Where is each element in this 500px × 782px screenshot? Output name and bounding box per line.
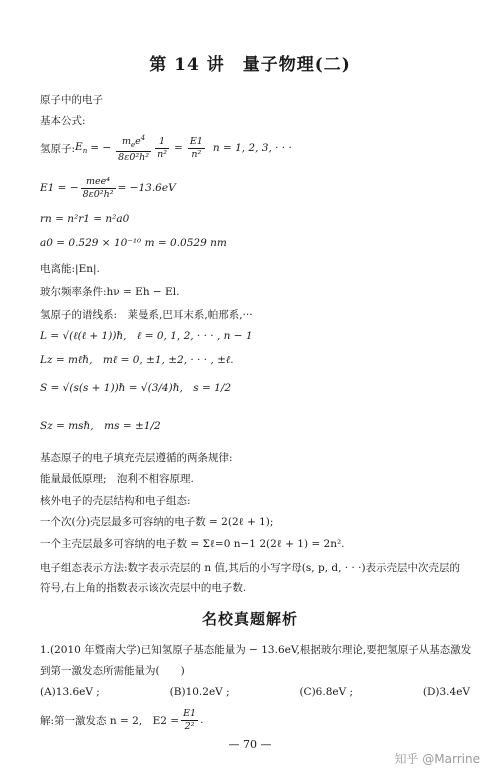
config-notation-paragraph: 电子组态表示方法:数字表示壳层的 n 值,其后的小写字母(s, p, d, · · ·)表示壳层中次壳层的符号,右上角的指数表示该次壳层中的电子数. xyxy=(40,562,461,594)
fraction-one-over-n2: $\frac{1}{\text{n²}}$ xyxy=(157,135,168,160)
section-heading-electrons: 原子中的电子 xyxy=(40,94,103,106)
solution-fraction: $\frac{E1}{\text{2²}}$ xyxy=(183,707,197,732)
section-heading-exam: 名校真题解析 xyxy=(201,610,298,628)
rules-heading: 基态原子的电子填充壳层遵循的两条规律: xyxy=(40,452,233,464)
watermark: 知乎 @Marrine xyxy=(394,752,480,766)
spectral-series: 氢原子的谱线系: 莱曼系,巴耳末系,帕邢系,··· xyxy=(40,309,253,321)
formula-lz: Lz = mℓℏ, mℓ = 0, ±1, ±2, · · · , ±ℓ. xyxy=(40,354,234,366)
rule-principles: 能量最低原理; 泡利不相容原理. xyxy=(40,473,194,485)
mainshell-capacity: 一个主壳层最多可容纳的电子数 = Σℓ=0 n−1 2(2ℓ + 1) = 2n². xyxy=(40,538,345,550)
formula-hydrogen-energy: 氢原子: $E_n$ = − $\frac{m_ee^4}{\text{8ε0²h²}}$ $\frac{1}{\text{n²}}$ = $\frac{E1}{\text{n²}}$ n = 1, 2, 3, · · · xyxy=(40,133,292,164)
option-b: (B)10.2eV ; xyxy=(169,686,230,698)
solution-line: 解:第一激发态 n = 2, E2 = $\frac{E1}{\text{2²}}$ . xyxy=(40,707,204,732)
option-a: (A)13.6eV ; xyxy=(40,686,100,698)
formula-e1 xyxy=(40,173,176,203)
formula-spin: S = √(s(s + 1))ℏ = √(3/4)ℏ, s = 1/2 xyxy=(40,382,232,394)
answer-options xyxy=(40,686,470,698)
option-c: (C)6.8eV ; xyxy=(299,686,354,698)
formula-rn: rn = n²r1 = n²a0 xyxy=(40,213,130,225)
subshell-capacity: 一个次(分)壳层最多可容纳的电子数 = 2(2ℓ + 1); xyxy=(40,516,274,528)
option-d: (D)3.4eV xyxy=(422,686,470,698)
question-1: 1.(2010 年暨南大学)已知氢原子基态能量为 − 13.6eV,根据玻尔理论,要把氢原子从基态激发到第一激发态所需能量为( ) xyxy=(40,644,472,677)
n-values: n = 1, 2, 3, · · · xyxy=(212,142,292,154)
shell-structure-heading: 核外电子的壳层结构和电子组态: xyxy=(40,495,191,507)
fraction-mass-charge: $\frac{m_ee^4}{\text{8ε0²h²}}$ xyxy=(118,133,150,164)
fraction-e1-over-n2: $\frac{E1}{\text{n²}}$ xyxy=(189,135,203,160)
formula-orbital-angular-momentum: L = √(ℓ(ℓ + 1))ℏ, ℓ = 0, 1, 2, · · · , n − 1 xyxy=(40,330,253,342)
formula-en-eq: = − xyxy=(90,142,112,154)
ionization-energy: 电离能:|En|. xyxy=(40,263,100,275)
page-title: 第 14 讲 量子物理(二) xyxy=(149,55,351,75)
formula-en-lhs: $E_n$ xyxy=(75,140,88,156)
page-number: — 70 — xyxy=(228,738,272,751)
fraction-e1: $\frac{\text{mee⁴}}{\text{8ε0²h²}}$ xyxy=(82,175,114,200)
basic-formulas-label: 基本公式: xyxy=(40,115,86,127)
solution-prefix: 解:第一激发态 n = 2, E2 = xyxy=(40,714,180,727)
formula-sz: Sz = msℏ, ms = ±1/2 xyxy=(40,420,161,432)
e1-value: = −13.6eV xyxy=(117,182,176,194)
hydrogen-prefix: 氢原子: xyxy=(40,142,76,155)
e1-lhs: E1 = − xyxy=(40,182,79,194)
formula-a0: a0 = 0.529 × 10⁻¹⁰ m = 0.0529 nm xyxy=(40,237,227,249)
bohr-frequency-condition: 玻尔频率条件:hν = Eh − El. xyxy=(40,286,180,298)
